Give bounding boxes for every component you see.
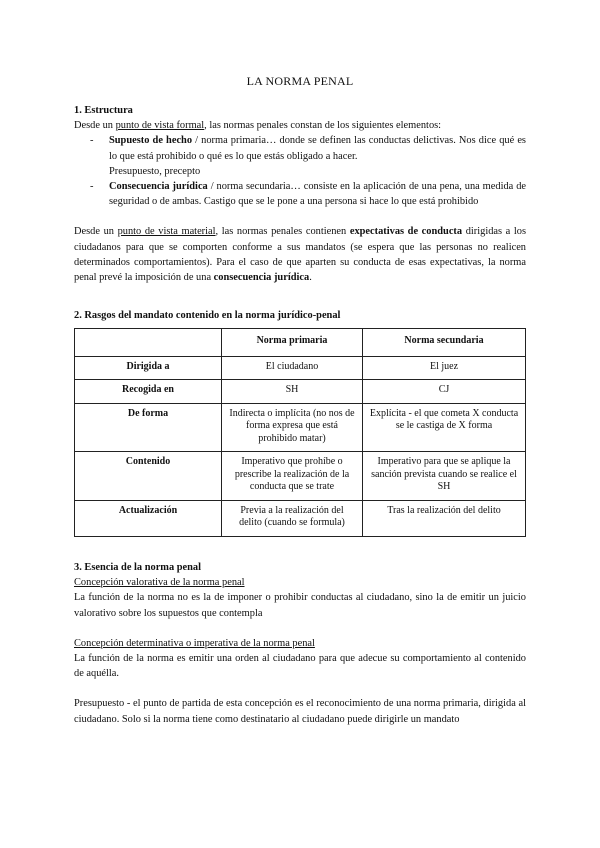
table-row: Actualización Previa a la realización del delito (cuando se formula) Tras la realización del delito [75, 500, 526, 536]
table-header-cell: Norma primaria [222, 329, 363, 357]
section-3-heading: 3. Esencia de la norma penal [74, 561, 202, 573]
formal-viewpoint-underlined: punto de vista formal [115, 120, 205, 132]
presupuesto-paragraph: Presupuesto - el punto de partida de esta concepción es el reconocimiento de una norma primaria, dirigida al ciudadano. Solo si la norma tiene como destinatario al ciudadano puede dirigirle un mandato [74, 698, 526, 725]
section-1-heading: 1. Estructura [74, 105, 133, 116]
supuesto-term: Supuesto de hecho [109, 135, 193, 147]
table-row: Dirigida a El ciudadano El juez [75, 356, 526, 380]
table-header-cell: Norma secundaria [363, 329, 526, 357]
table-row: Recogida en SH CJ [75, 380, 526, 404]
valorativa-subheading: Concepción valorativa de la norma penal [74, 577, 245, 589]
table-header-row [75, 329, 526, 357]
table-row: Contenido Imperativo que prohíbe o prescribe la realización de la conducta que se trate Imperativo para que se aplique la sanción prevista cuando se realice el SH [75, 452, 526, 501]
material-viewpoint-underlined: punto de vista material [117, 226, 216, 238]
structure-list [74, 133, 526, 209]
table-row: De forma Indirecta o implícita (no nos de forma expresa que está prohibido matar) Explícita - el que cometa X conducta se le castiga de X forma [75, 403, 526, 452]
document-content [74, 103, 526, 727]
document-title: LA NORMA PENAL [246, 74, 354, 88]
determinativa-subheading: Concepción determinativa o imperativa de la norma penal [74, 637, 315, 649]
determinativa-paragraph: La función de la norma es emitir una orden al ciudadano para que adecue su comportamiento al contenido de aquélla. [74, 652, 526, 680]
consecuencia-term: Consecuencia jurídica [109, 181, 208, 193]
list-item: - Supuesto de hecho / norma primaria… donde se definen las conductas delictivas. Nos dice qué es lo que está prohibido o qué es lo que estás obligado a hacer. Presupuesto, precepto [109, 133, 526, 179]
mandate-features-table [74, 328, 526, 537]
section-1-material-paragraph: Desde un punto de vista material, las normas penales contienen expectativas de conducta dirigidas a los ciudadanos para que se comporten conforme a sus mandatos (se espera que las personas no realicen determinados comportamientos). Para el caso de que aparten su conducta de esas expectativas, la norma penal prevé la imposición de una consecuencia jurídica. [74, 226, 527, 284]
valorativa-paragraph: La función de la norma no es la de imponer o prohibir conductas al ciudadano, sino la de emitir un juicio valorativo sobre los supuestos que contempla [74, 592, 526, 619]
table-header-cell [75, 329, 222, 357]
list-item: - Consecuencia jurídica / norma secundaria… consiste en la aplicación de una pena, una medida de seguridad o de ambas. Castigo que se le pone a una persona si hace lo que está prohibido [109, 179, 526, 209]
section-2-heading: 2. Rasgos del mandato contenido en la norma jurídico-penal [74, 310, 341, 322]
supuesto-extra: Presupuesto, precepto [109, 165, 201, 177]
section-1-intro: Desde un punto de vista formal, las normas penales constan de los siguientes elementos: [74, 120, 442, 132]
